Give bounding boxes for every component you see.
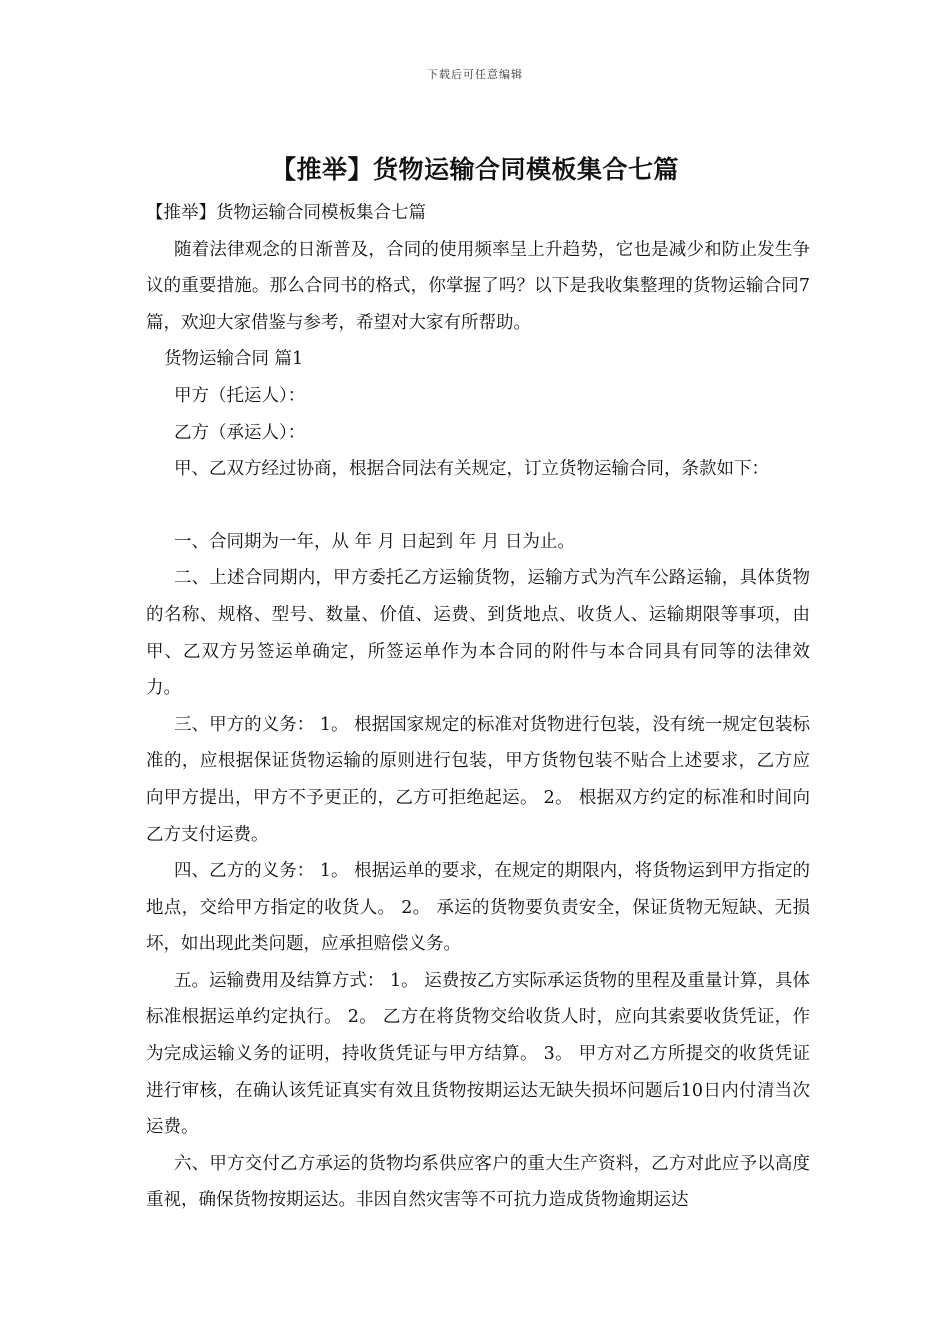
section-heading: 货物运输合同 篇1 [164, 349, 304, 370]
clause-1-paragraph: 一、合同期为一年，从 年 月 日起到 年 月 日为止。 [174, 531, 575, 552]
subtitle-paragraph: 【推举】货物运输合同模板集合七篇 [146, 203, 426, 223]
intro-paragraph: 随着法律观念的日渐普及，合同的使用频率呈上升趋势，它也是减少和防止发生争议的重要措施。那么合同书的格式，你掌握了吗？以下是我收集整理的货物运输合同7篇，欢迎大家借鉴与参考，希望对大家有所帮助。 [146, 239, 810, 333]
blank-spacer [146, 488, 810, 524]
header-note: 下载后可任意编辑 [427, 68, 523, 81]
document-title: 【推举】货物运输合同模板集合七篇 [270, 155, 679, 184]
agreement-paragraph: 甲、乙双方经过协商，根据合同法有关规定，订立货物运输合同，条款如下： [174, 459, 769, 480]
document-body [146, 195, 810, 1219]
clause-4-paragraph: 四、乙方的义务： 1。 根据运单的要求，在规定的期限内，将货物运到甲方指定的地点，交给甲方指定的收货人。 2。 承运的货物要负责安全，保证货物无短缺、无损坏，如出现此类问题，应承担赔偿义务。 [146, 861, 810, 955]
party-a-line: 甲方（托运人）： [174, 385, 306, 406]
clause-2-paragraph: 二、上述合同期内，甲方委托乙方运输货物，运输方式为汽车公路运输，具体货物的名称、规格、型号、数量、价值、运费、到货地点、收货人、运输期限等事项，由甲、乙双方另签运单确定，所签运单作为本合同的附件与本合同具有同等的法律效力。 [146, 568, 810, 699]
clause-6-paragraph: 六、甲方交付乙方承运的货物均系供应客户的重大生产资料，乙方对此应予以高度重视，确保货物按期运达。非因自然灾害等不可抗力造成货物逾期运达 [146, 1153, 810, 1211]
clause-3-paragraph: 三、甲方的义务： 1。 根据国家规定的标准对货物进行包装，没有统一规定包装标准的，应根据保证货物运输的原则进行包装，甲方货物包装不贴合上述要求，乙方应向甲方提出，甲方不予更正的，乙方可拒绝起运。 2。 根据双方约定的标准和时间向乙方支付运费。 [146, 714, 810, 845]
party-b-line: 乙方（承运人）： [174, 422, 306, 443]
clause-5-paragraph: 五。运输费用及结算方式： 1。 运费按乙方实际承运货物的里程及重量计算，具体标准根据运单约定执行。 2。 乙方在将货物交给收货人时，应向其索要收货凭证，作为完成运输义务的证明，持收货凭证与甲方结算。 3。 甲方对乙方所提交的收货凭证进行审核，在确认该凭证真实有效且货物按期运达无缺失损坏问题后10日内付清当次运费。 [146, 970, 810, 1138]
